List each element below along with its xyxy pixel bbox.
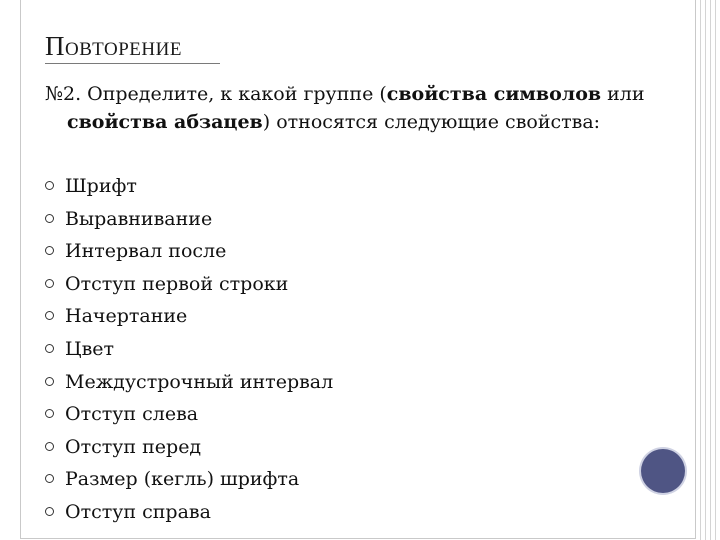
list-item (45, 333, 333, 366)
list-item (45, 496, 333, 529)
task-text-part3: ) относятся следующие свойства: (262, 111, 601, 133)
task-bold-symbols: свойства символов (386, 83, 602, 105)
list-item-label: Размер (кегль) шрифта (65, 468, 300, 491)
list-item-label: Цвет (65, 337, 115, 360)
list-item (45, 300, 333, 333)
list-item (45, 235, 333, 268)
circle-bullet-icon (45, 474, 54, 483)
list-item (45, 398, 333, 431)
circle-bullet-icon (45, 344, 54, 353)
task-number: №2. (45, 83, 82, 105)
list-item-label: Междустрочный интервал (65, 370, 334, 393)
rail-line (715, 0, 716, 540)
list-item (45, 203, 333, 236)
circle-bullet-icon (45, 246, 54, 255)
circle-bullet-icon (45, 409, 54, 418)
list-item (45, 431, 333, 464)
list-item (45, 268, 333, 301)
properties-list (45, 170, 333, 529)
list-item-label: Отступ первой строки (65, 272, 289, 295)
circle-bullet-icon (45, 507, 54, 516)
list-item-label: Выравнивание (65, 207, 213, 230)
list-item-label: Отступ слева (65, 403, 199, 426)
list-item-label: Начертание (65, 305, 188, 328)
task-line2 (45, 108, 685, 136)
task-text (45, 80, 685, 136)
list-item-label: Отступ справа (65, 500, 211, 523)
list-item (45, 170, 333, 203)
circle-bullet-icon (45, 311, 54, 320)
list-item (45, 463, 333, 496)
slide-title: Повторение (45, 31, 182, 61)
decorative-circle (641, 449, 685, 493)
rail-line (710, 0, 711, 540)
title-underline (45, 63, 220, 64)
circle-bullet-icon (45, 377, 54, 386)
list-item-label: Шрифт (65, 175, 137, 197)
list-item-label: Интервал после (65, 240, 227, 263)
list-item-label: Отступ перед (65, 435, 202, 458)
circle-bullet-icon (45, 442, 54, 451)
circle-bullet-icon (45, 181, 54, 190)
circle-bullet-icon (45, 214, 54, 223)
list-item (45, 366, 333, 399)
rail-line (705, 0, 706, 540)
task-text-part1: Определите, к какой группе ( (81, 83, 387, 105)
right-decor-rail (696, 0, 720, 540)
circle-bullet-icon (45, 279, 54, 288)
rail-line (700, 0, 701, 540)
task-text-part2: или (601, 83, 645, 105)
task-bold-paragraphs: свойства абзацев (67, 111, 263, 133)
